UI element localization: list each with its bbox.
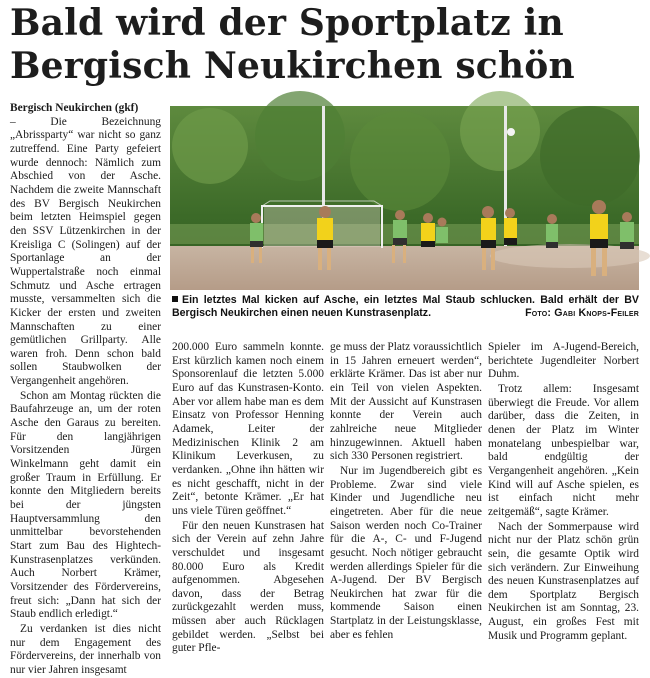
paragraph: ge muss der Platz voraussichtlich in 15 Jahren erneuert werden“, erklärte Krämer. Das ist aber nur ein Teil von vielen Aspekten. Mit der Aussicht auf Kunstrasen konnte der Verein auch zahlreiche neue Mitglieder hinzugewinnen. Aktuell haben sich 330 Personen registriert. [330, 341, 482, 463]
article-column-1 [10, 102, 161, 676]
paragraph: Trotz allem: Insgesamt überwiegt die Freude. Vor allem darüber, dass die Zeiten, in denen der Platz im Winter monatelang unbespielbar war, bald endgültig der Vergangenheit angehören. „Kein Kind will auf Asche spielen, es ist einfach nicht mehr zeitgemäß“, sagte Krämer. [488, 382, 639, 518]
paragraph: 200.000 Euro sammeln konnte. Erst kürzlich kamen noch einem Sponsorenlauf die letzten 5.000 Euro auf das Kunstrasen-Konto. Aber vor allem habe man es dem Einsatz von Professor Henning Adamek, Leiter der Medizinischen Klinik 2 am Klinikum Leverkusen, zu verdanken. „Ohne ihn hätten wir es nicht geschafft, nicht in der Zeit“, betonte Krämer. „Er hat uns viele Türen geöffnet.“ [172, 341, 324, 517]
football-match-photo [170, 106, 639, 290]
player-yellow [421, 213, 435, 247]
headline-line-2: Bergisch Neukirchen schön [10, 45, 575, 87]
article-column-2 [172, 341, 324, 655]
dateline: Bergisch Neukirchen (gkf) [10, 102, 139, 114]
article-column-3 [330, 341, 482, 642]
article-photo [170, 106, 639, 290]
photo-caption [172, 294, 639, 320]
paragraph-text: – Die Bezeichnung „Abrissparty“ war nicht so ganz zutreffend. Eine Party gefeiert wurde dennoch: Nämlich zum Abschied von der Asche. Nachdem die zweite Mannschaft des BV Bergisch Neukirchen beim letzten Heimspiel gegen den SSV Lützenkirchen in der Kreisliga C (Solingen) auf der Sportanlage an der Wuppertalstraße noch einmal Schmutz und Asche ertragen musste, versammelten sich die Kicker der ersten und zweiten Mannschaften zu einer gemütlichen Grillparty. Alle waren froh. Denn schon bald sollen Staubwolken der Vergangenheit angehören. [10, 115, 161, 388]
paragraph [10, 102, 161, 389]
paragraph: Zu verdanken ist dies nicht nur dem Engagement des Fördervereins, der innerhalb von nur vier Jahren insgesamt [10, 622, 161, 676]
headline [10, 2, 640, 88]
paragraph: Nach der Sommerpause wird nicht nur der Platz schön grün sein, die gesamte Optik wird sich verändern. Zur Einweihung des neuen Kunstrasenplatzes auf dem Sportplatz Bergisch Neukirchen ist am Sonntag, 23. August, ein großes Fest mit Musik und Programm geplant. [488, 520, 639, 642]
article-column-4 [488, 341, 639, 642]
caption-text: Ein letztes Mal kicken auf Asche, ein letztes Mal Staub schlucken. Bald erhält der BV Bergisch Neukirchen einen neuen Kunstrasenplatz. [172, 294, 639, 319]
paragraph: Für den neuen Kunstrasen hat sich der Verein auf zehn Jahre verschuldet und insgesamt 80.000 Euro als Kredit aufgenommen. Abgesehen davon, dass der Betrag zurückgezahlt werden muss, müssen aber auch Rücklagen gebildet werden. „Selbst bei guter Pfle- [172, 519, 324, 655]
player-green [546, 214, 558, 248]
caption-bullet-icon [172, 296, 178, 302]
paragraph: Spieler im A-Jugend-Bereich, berichtete Jugendleiter Norbert Duhm. [488, 341, 639, 381]
player-green [620, 212, 634, 249]
player-green [436, 218, 448, 244]
paragraph: Schon am Montag rückten die Baufahrzeuge an, um der roten Asche den Garaus zu bereiten. Für den langjährigen Vorsitzenden Jürgen Winkelmann geht damit ein großer Traum in Erfüllung. Er konnte den Mitgliedern bereits bei der jüngsten Hauptversammlung den unmittelbar bevorstehenden Start zum Bau des Hightech-Kunstrasenplatzes verkünden. Auch Norbert Krämer, Vorsitzender des Fördervereins, freut sich: „Dann hat sich der Staub endlich erledigt.“ [10, 389, 161, 621]
photo-credit: Foto: Gabi Knops-Feiler [525, 307, 639, 319]
paragraph: Nur im Jugendbereich gibt es Probleme. Zwar sind viele Kinder und Jugendliche neu eingetreten. Aber für die neue Saison werden noch Co-Trainer für die A-, C- und F-Jugend gesucht. Noch nötiger gebraucht werden allerdings Spieler für die A-Jugend. Der BV Bergisch Neukirchen hat zwar für die kommende Saison einen Startplatz in der Leistungsklasse, aber es fehlen [330, 464, 482, 641]
ball [507, 128, 515, 136]
headline-line-1: Bald wird der Sportplatz in [10, 2, 564, 44]
